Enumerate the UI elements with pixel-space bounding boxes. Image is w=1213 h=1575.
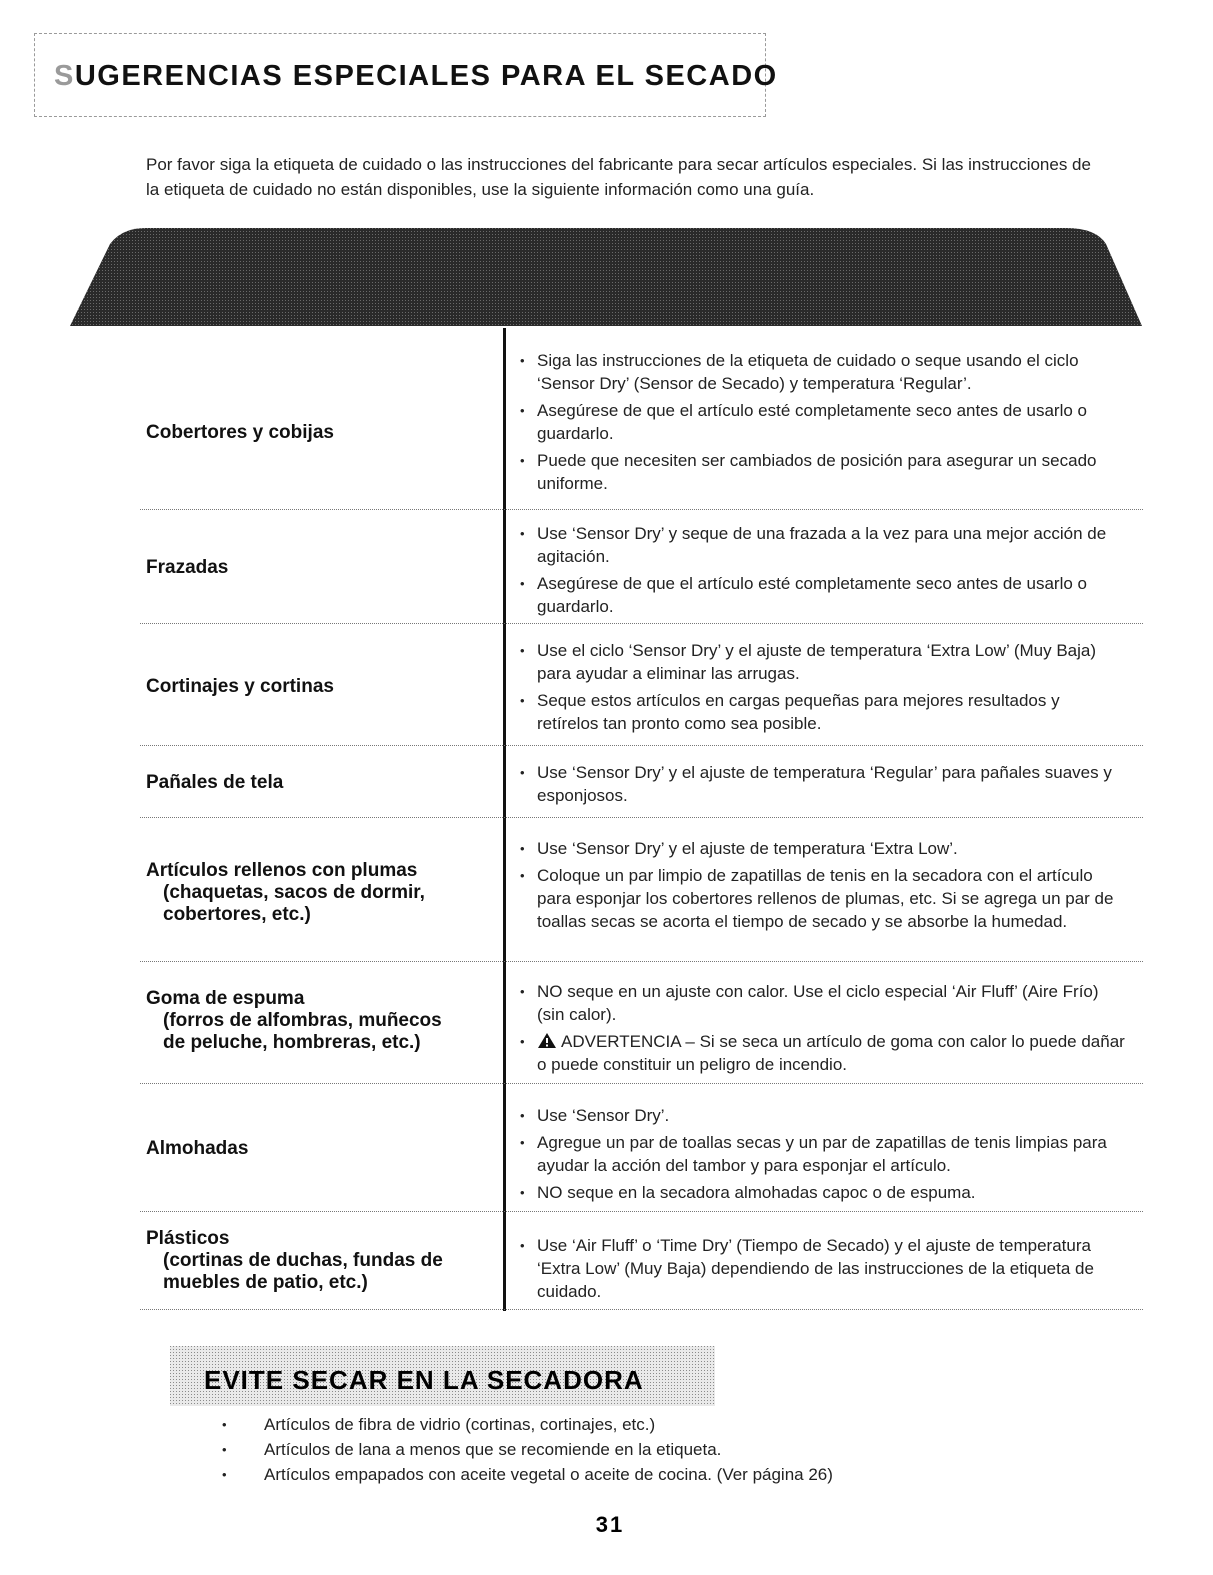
row-sublabel: de peluche, hombreras, etc.) [163, 1032, 421, 1053]
table-row [140, 818, 1143, 962]
row-items [520, 1104, 1125, 1208]
list-item: • Use ‘Sensor Dry’ y seque de una frazada a la vez para una mejor acción de agitación. [520, 522, 1125, 568]
list-item: • Use ‘Sensor Dry’ y el ajuste de temperatura ‘Extra Low’. [520, 837, 1125, 860]
row-label [146, 676, 334, 698]
row-items [520, 1234, 1125, 1307]
row-label-text: Goma de espuma [146, 988, 305, 1009]
page-title [54, 60, 778, 93]
list-item: • Siga las instrucciones de la etiqueta de cuidado o seque usando el ciclo ‘Sensor Dry’ (Sensor de Secado) y temperatura ‘Regular’. [520, 349, 1125, 395]
avoid-title: EVITE SECAR EN LA SECADORA [204, 1365, 644, 1395]
row-label [146, 1138, 248, 1160]
warning-text: ADVERTENCIA – Si se seca un artículo de goma con calor lo puede dañar o puede constituir un peligro de incendio. [537, 1032, 1125, 1074]
page-number: 31 [595, 1512, 625, 1537]
row-sublabel: (forros de alfombras, muñecos [163, 1010, 442, 1031]
row-label-text: Pañales de tela [146, 772, 284, 793]
title-rest: UGERENCIAS ESPECIALES PARA EL SECADO [74, 60, 778, 92]
row-items [520, 761, 1125, 811]
list-item: • NO seque en la secadora almohadas capoc o de espuma. [520, 1181, 1125, 1204]
list-item: • Seque estos artículos en cargas pequeñas para mejores resultados y retírelos tan pronto como sea posible. [520, 689, 1125, 735]
list-item: • Use el ciclo ‘Sensor Dry’ y el ajuste de temperatura ‘Extra Low’ (Muy Baja) para ayudar a eliminar las arrugas. [520, 639, 1125, 685]
row-label-text: Cortinajes y cortinas [146, 676, 334, 697]
row-label [146, 772, 283, 794]
row-sublabel: cobertores, etc.) [163, 904, 311, 925]
list-item: • NO seque en un ajuste con calor. Use el ciclo especial ‘Air Fluff’ (Aire Frío) (sin calor). [520, 980, 1125, 1026]
row-sublabel: (chaquetas, sacos de dormir, [163, 882, 425, 903]
list-item: • Artículos de lana a menos que se recomiende en la etiqueta. [222, 1437, 1022, 1462]
row-label-text: Plásticos [146, 1228, 230, 1249]
row-items [520, 639, 1125, 739]
table-row [140, 510, 1143, 624]
list-item: • Artículos empapados con aceite vegetal o aceite de cocina. (Ver página 26) [222, 1462, 1022, 1487]
table-header-banner [66, 222, 1142, 326]
list-item warning-item [520, 1030, 1125, 1076]
row-separator [140, 1309, 1143, 1310]
row-items [520, 349, 1125, 499]
table-row [140, 1084, 1143, 1212]
table-row [140, 624, 1143, 746]
list-item: • Asegúrese de que el artículo esté completamente seco antes de usarlo o guardarlo. [520, 399, 1125, 445]
warning-triangle-icon [537, 1032, 557, 1049]
row-label-text: Cobertores y cobijas [146, 422, 334, 443]
row-label-text: Frazadas [146, 557, 229, 578]
table-row [140, 746, 1143, 818]
avoid-list [222, 1412, 1022, 1487]
row-items [520, 980, 1125, 1080]
list-item: • Use ‘Sensor Dry’. [520, 1104, 1125, 1127]
list-item: • Agregue un par de toallas secas y un par de zapatillas de tenis limpias para ayudar la acción del tambor y para esponjar el artículo. [520, 1131, 1125, 1177]
title-first-letter: S [54, 60, 75, 92]
row-label [146, 422, 334, 444]
table-row [140, 962, 1143, 1084]
row-label-text: Almohadas [146, 1138, 249, 1159]
list-item: • Coloque un par limpio de zapatillas de tenis en la secadora con el artículo para esponjar los cobertores rellenos de plumas, etc. Si se agrega un par de toallas secas se acorta el tiempo de secado y se absorbe la humedad. [520, 864, 1125, 933]
row-label [146, 1228, 443, 1294]
row-label-text: Artículos rellenos con plumas [146, 860, 418, 881]
list-item: • Asegúrese de que el artículo esté completamente seco antes de usarlo o guardarlo. [520, 572, 1125, 618]
row-items [520, 522, 1125, 622]
row-sublabel: muebles de patio, etc.) [163, 1272, 368, 1293]
intro-paragraph: Por favor siga la etiqueta de cuidado o las instrucciones del fabricante para secar artículos especiales. Si las instrucciones de la etiqueta de cuidado no están disponibles, use la siguiente información como una guía. [146, 155, 1091, 199]
table-row [140, 328, 1143, 510]
list-item: • Use ‘Air Fluff’ o ‘Time Dry’ (Tiempo de Secado) y el ajuste de temperatura ‘Extra Low’ (Muy Baja) dependiendo de las instrucciones de la etiqueta de cuidado. [520, 1234, 1125, 1303]
row-label [146, 860, 425, 926]
list-item: • Use ‘Sensor Dry’ y el ajuste de temperatura ‘Regular’ para pañales suaves y esponjosos. [520, 761, 1125, 807]
row-items [520, 837, 1125, 937]
row-sublabel: (cortinas de duchas, fundas de [163, 1250, 443, 1271]
table-row [140, 1212, 1143, 1310]
list-item: • Artículos de fibra de vidrio (cortinas, cortinajes, etc.) [222, 1412, 1022, 1437]
row-label [146, 557, 228, 579]
row-label [146, 988, 442, 1054]
list-item: • Puede que necesiten ser cambiados de posición para asegurar un secado uniforme. [520, 449, 1125, 495]
